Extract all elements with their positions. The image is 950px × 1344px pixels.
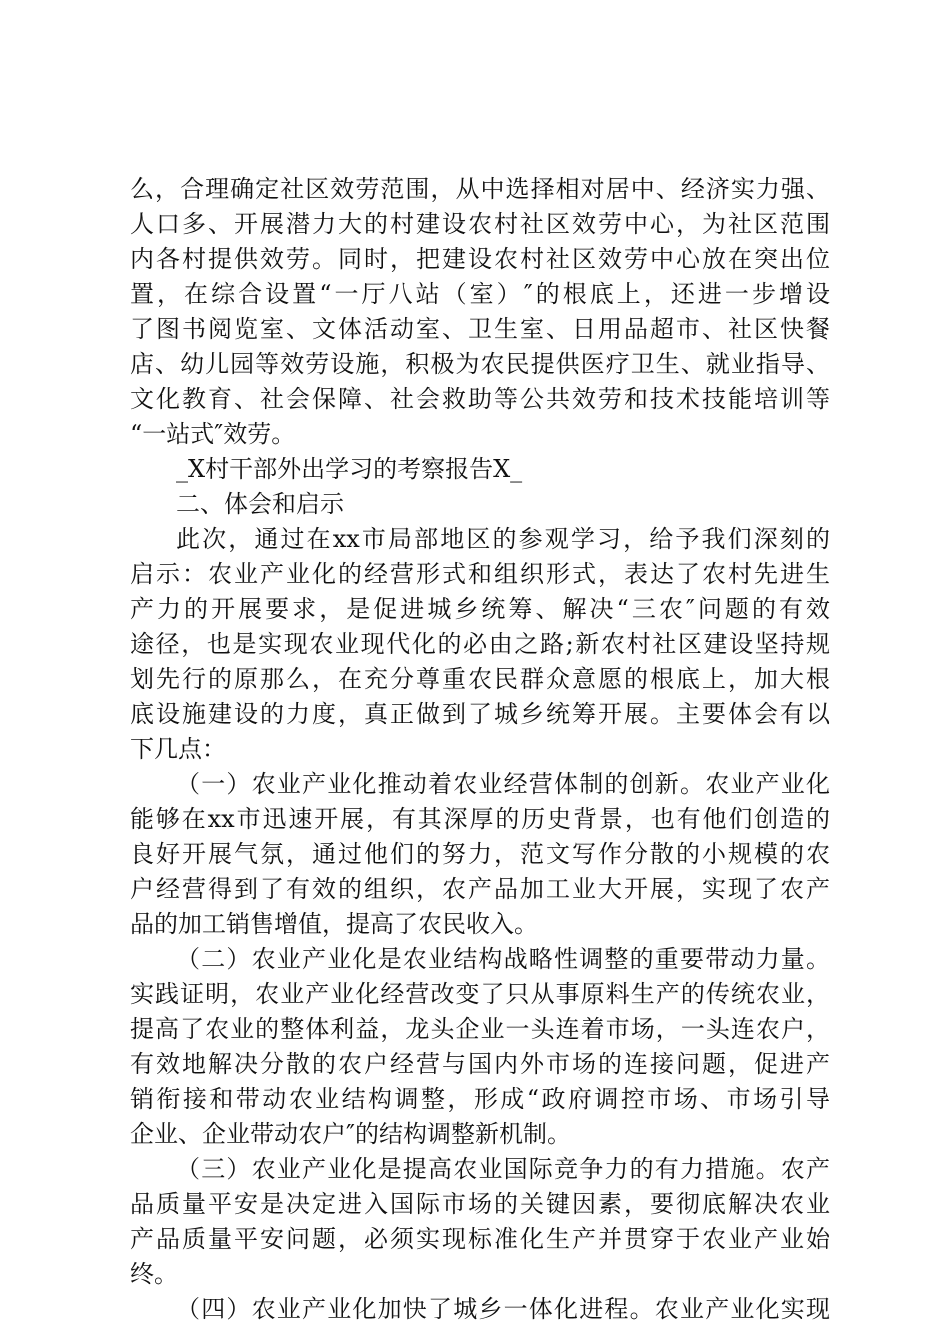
body-text-line: 文化教育、社会保障、社会救助等公共效劳和技术技能培训等 xyxy=(130,385,830,413)
paragraph-first-line: （四）农业产业化加快了城乡一体化进程。农业产业化实现 xyxy=(176,1295,830,1323)
body-text-line: 户经营得到了有效的组织，农产品加工业大开展，实现了农产 xyxy=(130,875,830,903)
body-text-line: 人口多、开展潜力大的村建设农村社区效劳中心，为社区范围 xyxy=(130,210,830,238)
body-text-line: 实践证明，农业产业化经营改变了只从事原料生产的传统农业， xyxy=(130,980,830,1008)
paragraph-first-line: （二）农业产业化是农业结构战略性调整的重要带动力量。 xyxy=(176,945,830,973)
body-text-line: 了图书阅览室、文体活动室、卫生室、日用品超市、社区快餐 xyxy=(130,315,830,343)
body-text-line: 企业、企业带动农户″的结构调整新机制。 xyxy=(130,1120,571,1148)
document-title-marker: _X村干部外出学习的考察报告X_ xyxy=(176,455,523,483)
body-text-line: “一站式″效劳。 xyxy=(130,420,296,448)
body-text-line: 置，在综合设置“一厅八站（室）″的根底上，还进一步增设 xyxy=(130,280,830,308)
section-heading: 二、体会和启示 xyxy=(176,490,344,518)
paragraph-first-line: （一）农业产业化推动着农业经营体制的创新。农业产业化 xyxy=(176,770,830,798)
body-text-line: 终。 xyxy=(130,1260,178,1288)
body-text-line: 途径，也是实现农业现代化的必由之路;新农村社区建设坚持规 xyxy=(130,630,830,658)
body-text-line: 么，合理确定社区效劳范围，从中选择相对居中、经济实力强、 xyxy=(130,175,830,203)
body-text-line: 品的加工销售增值，提高了农民收入。 xyxy=(130,910,538,938)
body-text-line: 底设施建设的力度，真正做到了城乡统筹开展。主要体会有以 xyxy=(130,700,830,728)
body-text-line: 店、幼儿园等效劳设施，积极为农民提供医疗卫生、就业指导、 xyxy=(130,350,830,378)
body-text-line: 划先行的原那么，在充分尊重农民群众意愿的根底上，加大根 xyxy=(130,665,830,693)
body-text-line: 内各村提供效劳。同时，把建设农村社区效劳中心放在突出位 xyxy=(130,245,830,273)
paragraph-first-line: （三）农业产业化是提高农业国际竞争力的有力措施。农产 xyxy=(176,1155,830,1183)
paragraph-first-line: 此次，通过在xx市局部地区的参观学习，给予我们深刻的 xyxy=(176,525,830,553)
body-text-line: 有效地解决分散的农户经营与国内外市场的连接问题，促进产 xyxy=(130,1050,830,1078)
body-text-line: 销衔接和带动农业结构调整，形成“政府调控市场、市场引导 xyxy=(130,1085,830,1113)
body-text-line: 下几点： xyxy=(130,735,226,763)
body-text-line: 能够在xx市迅速开展，有其深厚的历史背景，也有他们创造的 xyxy=(130,805,830,833)
body-text-line: 品质量平安是决定进入国际市场的关键因素，要彻底解决农业 xyxy=(130,1190,830,1218)
body-text-line: 提高了农业的整体利益，龙头企业一头连着市场，一头连农户， xyxy=(130,1015,830,1043)
body-text-line: 产力的开展要求，是促进城乡统筹、解决“三农″问题的有效 xyxy=(130,595,830,623)
body-text-line: 良好开展气氛，通过他们的努力，范文写作分散的小规模的农 xyxy=(130,840,830,868)
body-text-line: 产品质量平安问题，必须实现标准化生产并贯穿于农业产业始 xyxy=(130,1225,830,1253)
body-text-line: 启示：农业产业化的经营形式和组织形式，表达了农村先进生 xyxy=(130,560,830,588)
